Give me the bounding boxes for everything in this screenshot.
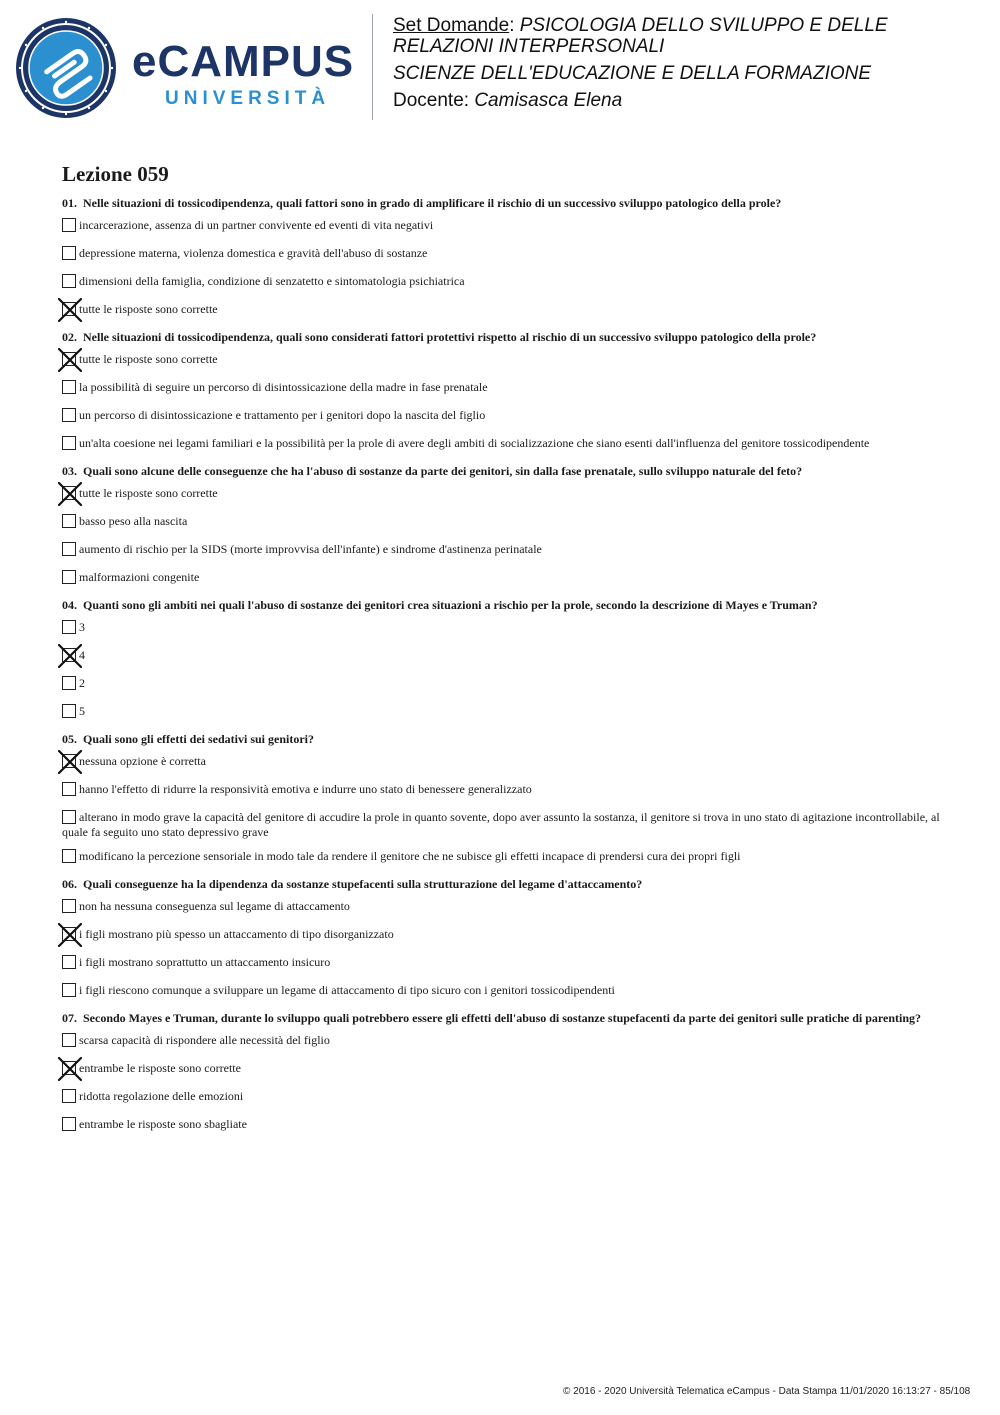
answer-list	[62, 1033, 942, 1136]
answer-label: 2	[79, 676, 85, 690]
answer-option	[62, 899, 942, 918]
answer-checkbox[interactable]	[62, 486, 76, 500]
question-number: 05.	[62, 732, 77, 746]
answer-checkbox[interactable]	[62, 1033, 76, 1047]
question	[62, 1011, 942, 1136]
answer-label: modificano la percezione sensoriale in modo tale da rendere il genitore che ne subisce gli effetti incapace di prendersi cura dei propri figli	[79, 849, 741, 863]
question-label: Quanti sono gli ambiti nei quali l'abuso di sostanze dei genitori crea situazioni a rischio per la prole, secondo la descrizione di Mayes e Truman?	[83, 598, 818, 612]
question-number: 06.	[62, 877, 77, 891]
answer-list	[62, 620, 942, 723]
answer-list	[62, 486, 942, 589]
answer-list	[62, 352, 942, 455]
answer-checkbox[interactable]	[62, 849, 76, 863]
answer-option	[62, 754, 942, 773]
answer-label: entrambe le risposte sono corrette	[79, 1061, 241, 1075]
answer-checkbox[interactable]	[62, 620, 76, 634]
cross-mark-icon	[58, 644, 82, 668]
answer-label: i figli mostrano soprattutto un attaccamento insicuro	[79, 955, 331, 969]
question-number: 02.	[62, 330, 77, 344]
answer-label: la possibilità di seguire un percorso di disintossicazione della madre in fase prenatale	[79, 380, 488, 394]
question-number: 07.	[62, 1011, 77, 1025]
course-title-row	[393, 15, 993, 57]
set-sep: :	[509, 15, 515, 36]
answer-option	[62, 246, 942, 265]
answer-list	[62, 754, 942, 868]
answer-checkbox[interactable]	[62, 380, 76, 394]
answer-checkbox[interactable]	[62, 514, 76, 528]
page-footer: © 2016 - 2020 Università Telematica eCampus - Data Stampa 11/01/2020 16:13:27 - 85/108	[563, 1386, 971, 1397]
question-label: Secondo Mayes e Truman, durante lo sviluppo quali potrebbero essere gli effetti dell'abuso di sostanze stupefacenti da parte dei genitori sulle pratiche di parenting?	[83, 1011, 922, 1025]
question	[62, 196, 942, 321]
set-label: Set Domande	[393, 15, 510, 36]
answer-label: i figli riescono comunque a sviluppare un legame di attaccamento di tipo sicuro con i genitori tossicodipendenti	[79, 983, 615, 997]
teacher-name: Camisasca Elena	[474, 90, 623, 111]
question-list	[62, 196, 942, 1136]
answer-label: aumento di rischio per la SIDS (morte improvvisa dell'infante) e sindrome d'astinenza perinatale	[79, 542, 542, 556]
answer-checkbox[interactable]	[62, 899, 76, 913]
answer-label: 4	[79, 648, 85, 662]
answer-checkbox[interactable]	[62, 676, 76, 690]
answer-label: nessuna opzione è corretta	[79, 754, 206, 768]
logo-subtitle: UNIVERSITÀ	[165, 88, 331, 109]
question	[62, 330, 942, 455]
answer-checkbox[interactable]	[62, 570, 76, 584]
answer-label: non ha nessuna conseguenza sul legame di attaccamento	[79, 899, 350, 913]
answer-checkbox[interactable]	[62, 246, 76, 260]
answer-label: entrambe le risposte sono sbagliate	[79, 1117, 247, 1131]
answer-label: tutte le risposte sono corrette	[79, 486, 218, 500]
question-text	[62, 330, 942, 344]
answer-option	[62, 676, 942, 695]
answer-label: ridotta regolazione delle emozioni	[79, 1089, 244, 1103]
logo-wordmark: eCAMPUS	[132, 37, 355, 86]
ecampus-seal-icon	[14, 16, 118, 120]
answer-option	[62, 486, 942, 505]
question-text	[62, 196, 942, 210]
answer-label: scarsa capacità di rispondere alle necessità del figlio	[79, 1033, 330, 1047]
answer-option	[62, 542, 942, 561]
answer-label: tutte le risposte sono corrette	[79, 302, 218, 316]
answer-checkbox[interactable]	[62, 436, 76, 450]
course-title: PSICOLOGIA DELLO SVILUPPO E DELLE RELAZIONI INTERPERSONALI	[393, 15, 888, 57]
header-divider	[372, 14, 373, 120]
answer-option	[62, 849, 942, 868]
answer-option	[62, 620, 942, 639]
question	[62, 598, 942, 723]
answer-checkbox[interactable]	[62, 302, 76, 316]
answer-label: hanno l'effetto di ridurre la responsività emotiva e indurre uno stato di benessere generalizzato	[79, 782, 532, 796]
question-text	[62, 464, 942, 478]
answer-option	[62, 274, 942, 293]
question-label: Quali sono gli effetti dei sedativi sui genitori?	[83, 732, 314, 746]
question-label: Nelle situazioni di tossicodipendenza, quali sono considerati fattori protettivi rispetto al rischio di un successivo sviluppo patologico della prole?	[83, 330, 817, 344]
answer-label: alterano in modo grave la capacità del genitore di accudire la prole in quanto sovente, dopo aver assunto la sostanza, il genitore si trova in uno stato di agitazione incontrollabile, al quale fa seguito uno stato depressivo grave	[62, 810, 940, 839]
cross-mark-icon	[58, 750, 82, 774]
answer-label: un percorso di disintossicazione e trattamento per i genitori dopo la nascita del figlio	[79, 408, 486, 422]
answer-option	[62, 704, 942, 723]
teacher-label: Docente:	[393, 90, 470, 111]
answer-checkbox[interactable]	[62, 1089, 76, 1103]
answer-list	[62, 899, 942, 1002]
answer-option	[62, 436, 942, 455]
question	[62, 877, 942, 1002]
answer-list	[62, 218, 942, 321]
answer-label: depressione materna, violenza domestica e gravità dell'abuso di sostanze	[79, 246, 428, 260]
question-label: Nelle situazioni di tossicodipendenza, quali fattori sono in grado di amplificare il rischio di un successivo sviluppo patologico della prole?	[83, 196, 782, 210]
answer-option	[62, 1061, 942, 1080]
answer-option	[62, 380, 942, 399]
answer-label: malformazioni congenite	[79, 570, 200, 584]
answer-checkbox[interactable]	[62, 1117, 76, 1131]
question-text	[62, 732, 942, 746]
answer-label: i figli mostrano più spesso un attaccamento di tipo disorganizzato	[79, 927, 394, 941]
answer-option	[62, 810, 942, 840]
cross-mark-icon	[58, 298, 82, 322]
cross-mark-icon	[58, 1057, 82, 1081]
answer-checkbox[interactable]	[62, 983, 76, 997]
answer-label: 3	[79, 620, 85, 634]
question-label: Quali conseguenze ha la dipendenza da sostanze stupefacenti sulla strutturazione del legame d'attaccamento?	[83, 877, 643, 891]
question	[62, 464, 942, 589]
question-text	[62, 877, 942, 891]
answer-option	[62, 570, 942, 589]
answer-label: incarcerazione, assenza di un partner convivente ed eventi di vita negativi	[79, 218, 434, 232]
answer-checkbox[interactable]	[62, 704, 76, 718]
cross-mark-icon	[58, 348, 82, 372]
degree-name: SCIENZE DELL'EDUCAZIONE E DELLA FORMAZIONE	[393, 63, 872, 84]
teacher-row	[393, 90, 993, 111]
answer-label: tutte le risposte sono corrette	[79, 352, 218, 366]
answer-checkbox[interactable]	[62, 218, 76, 232]
answer-checkbox[interactable]	[62, 782, 76, 796]
page-header	[0, 0, 1000, 130]
quiz-content	[62, 162, 942, 1145]
question-text	[62, 598, 942, 612]
question-number: 01.	[62, 196, 77, 210]
answer-option	[62, 648, 942, 667]
course-info	[393, 15, 993, 117]
answer-option	[62, 1033, 942, 1052]
answer-checkbox[interactable]	[62, 352, 76, 366]
lesson-title: Lezione 059	[62, 162, 169, 186]
answer-checkbox[interactable]	[62, 810, 76, 824]
answer-option	[62, 514, 942, 533]
answer-option	[62, 1089, 942, 1108]
question-number: 03.	[62, 464, 77, 478]
answer-label: un'alta coesione nei legami familiari e la possibilità per la prole di avere degli ambiti di socializzazione che siano esenti dall'influenza del genitore tossicodipendente	[79, 436, 870, 450]
cross-mark-icon	[58, 923, 82, 947]
answer-label: dimensioni della famiglia, condizione di senzatetto e sintomatologia psichiatrica	[79, 274, 465, 288]
answer-checkbox[interactable]	[62, 1061, 76, 1075]
ecampus-logo	[14, 16, 359, 120]
answer-option	[62, 352, 942, 371]
answer-checkbox[interactable]	[62, 927, 76, 941]
answer-checkbox[interactable]	[62, 274, 76, 288]
answer-label: basso peso alla nascita	[79, 514, 188, 528]
answer-checkbox[interactable]	[62, 955, 76, 969]
cross-mark-icon	[58, 482, 82, 506]
answer-option	[62, 1117, 942, 1136]
answer-option	[62, 782, 942, 801]
answer-option	[62, 408, 942, 427]
answer-checkbox[interactable]	[62, 754, 76, 768]
answer-checkbox[interactable]	[62, 648, 76, 662]
answer-checkbox[interactable]	[62, 408, 76, 422]
question-label: Quali sono alcune delle conseguenze che ha l'abuso di sostanze da parte dei genitori, sin dalla fase prenatale, sullo sviluppo naturale del feto?	[83, 464, 803, 478]
answer-option	[62, 218, 942, 237]
degree-row	[393, 63, 993, 84]
answer-option	[62, 927, 942, 946]
question	[62, 732, 942, 868]
question-text	[62, 1011, 942, 1025]
question-number: 04.	[62, 598, 77, 612]
answer-checkbox[interactable]	[62, 542, 76, 556]
answer-option	[62, 983, 942, 1002]
answer-label: 5	[79, 704, 85, 718]
answer-option	[62, 955, 942, 974]
answer-option	[62, 302, 942, 321]
